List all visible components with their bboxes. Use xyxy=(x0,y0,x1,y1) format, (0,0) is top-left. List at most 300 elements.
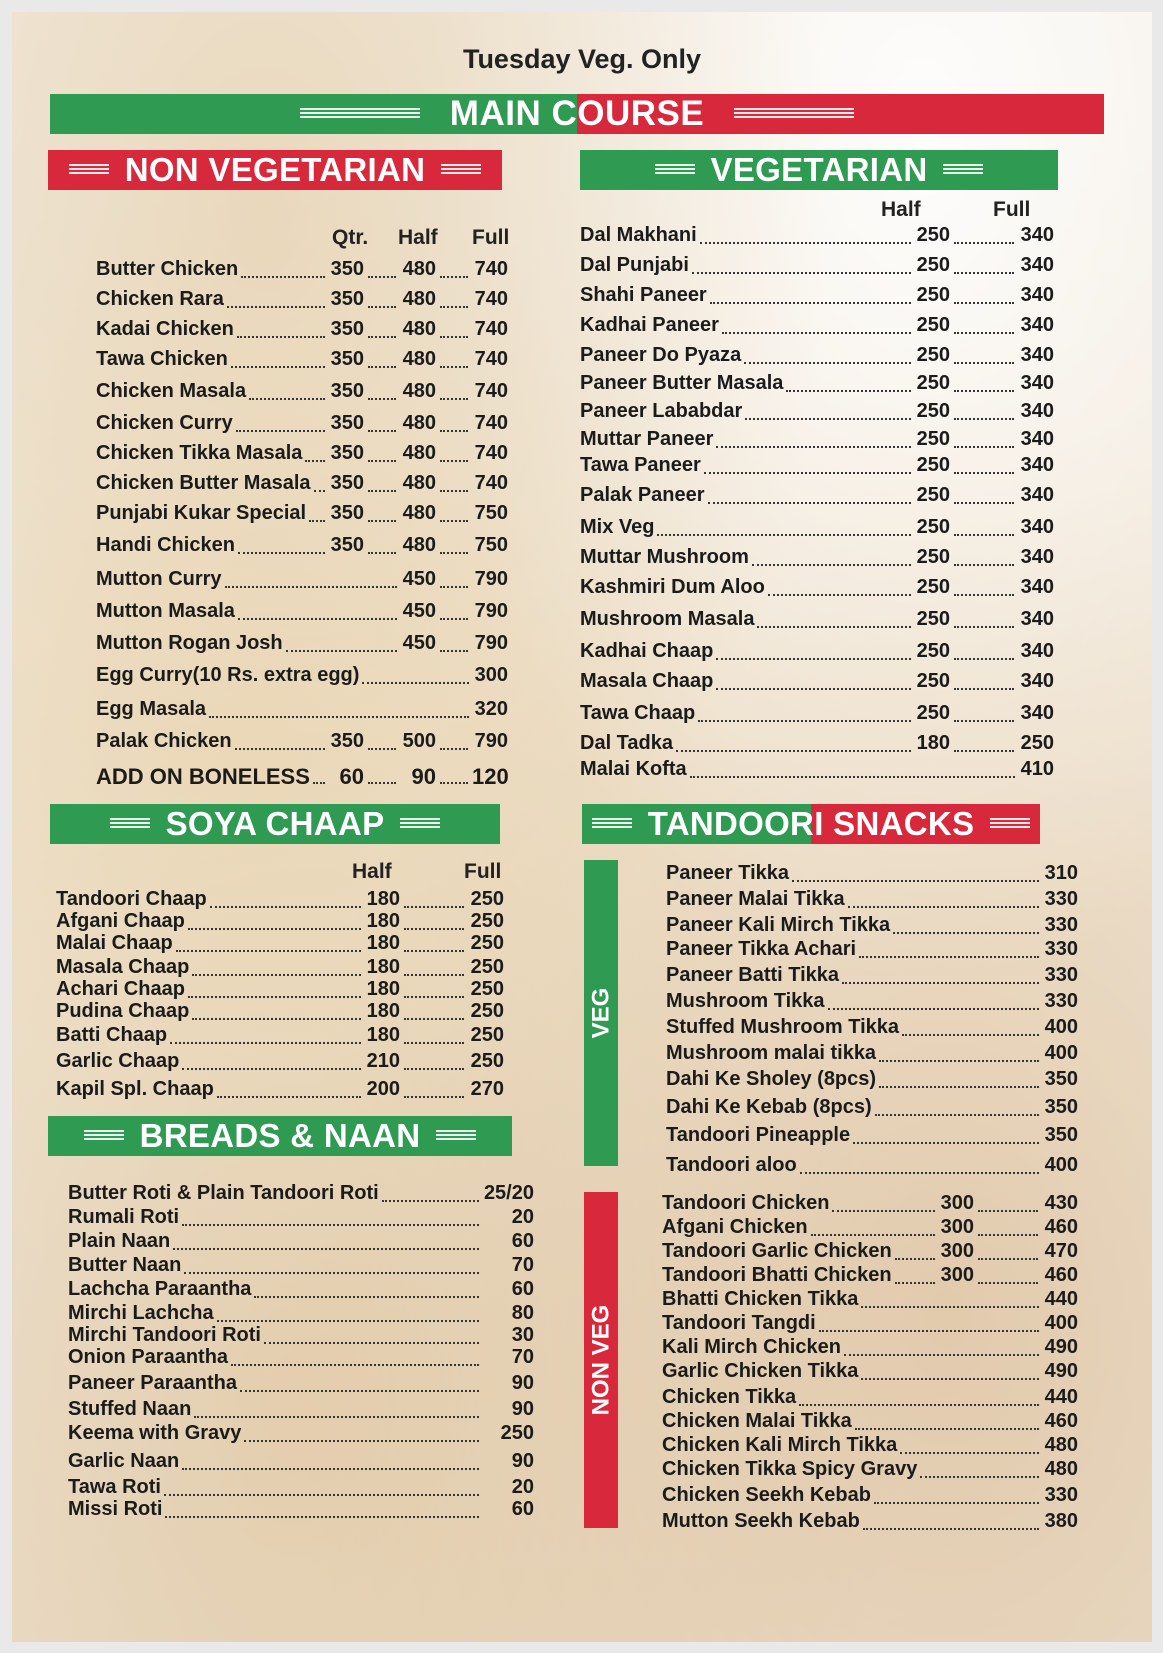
menu-item-row xyxy=(68,1254,534,1280)
menu-item-row xyxy=(580,224,1054,250)
price-full: 340 xyxy=(1020,454,1054,476)
dot-leader xyxy=(440,276,468,278)
price-half: 480 xyxy=(402,412,436,434)
price-full: 270 xyxy=(470,1078,504,1100)
dot-leader xyxy=(241,276,325,278)
price-full: 740 xyxy=(474,348,508,370)
price-half: 210 xyxy=(366,1050,400,1072)
price-half: 450 xyxy=(402,568,436,590)
menu-item-row xyxy=(662,1484,1078,1510)
dot-leader xyxy=(954,594,1014,596)
col-header-half: Half xyxy=(352,860,392,883)
item-name: Tawa Roti xyxy=(68,1476,161,1498)
item-name: Mutton Masala xyxy=(96,600,235,622)
tandoori-snacks-title: TANDOORI SNACKS xyxy=(647,805,975,842)
dot-leader xyxy=(170,1042,361,1044)
price-full: 120 xyxy=(472,764,509,789)
main-course-banner xyxy=(50,94,1104,134)
price: 20 xyxy=(511,1476,534,1498)
dot-leader xyxy=(875,1114,1039,1116)
item-name: Chicken Curry xyxy=(96,412,233,434)
dot-leader xyxy=(440,782,468,784)
price-half: 250 xyxy=(916,670,950,692)
price-full: 740 xyxy=(474,258,508,280)
item-name: Paneer Do Pyaza xyxy=(580,344,742,366)
stripe-decoration xyxy=(734,108,854,120)
item-name: Tandoori aloo xyxy=(666,1154,797,1176)
dot-leader xyxy=(828,1008,1039,1010)
dot-leader xyxy=(811,1234,935,1236)
item-name: Garlic Naan xyxy=(68,1450,180,1472)
menu-item-row xyxy=(96,472,508,498)
dot-leader xyxy=(800,1172,1039,1174)
item-name: Stuffed Naan xyxy=(68,1398,192,1420)
menu-item-row xyxy=(580,344,1054,370)
menu-item-row xyxy=(666,1154,1078,1180)
dot-leader xyxy=(799,1404,1039,1406)
menu-item-row xyxy=(68,1206,534,1232)
price: 60 xyxy=(511,1498,534,1520)
menu-item-row xyxy=(96,258,508,284)
price: 25/20 xyxy=(483,1182,534,1204)
menu-item-row xyxy=(662,1434,1078,1460)
item-name: Malai Chaap xyxy=(56,932,173,954)
dot-leader xyxy=(440,398,468,400)
menu-item-row xyxy=(666,964,1078,990)
item-name: Egg Curry(10 Rs. extra egg) xyxy=(96,664,360,686)
price-half: 250 xyxy=(916,484,950,506)
menu-item-row xyxy=(68,1372,534,1398)
menu-item-row xyxy=(96,442,508,468)
veg-title: VEGETARIAN xyxy=(710,151,928,188)
price-qtr: 60 xyxy=(339,764,364,789)
item-name: Tandoori Tangdi xyxy=(662,1312,816,1334)
dot-leader xyxy=(690,776,1015,778)
dot-leader xyxy=(368,748,396,750)
item-name: Tandoori Pineapple xyxy=(666,1124,851,1146)
price-full: 460 xyxy=(1044,1264,1078,1286)
item-name: Mushroom Tikka xyxy=(666,990,825,1012)
price-qtr: 350 xyxy=(330,412,364,434)
veg-side-label: VEG xyxy=(587,987,614,1039)
item-name: Chicken Tikka Spicy Gravy xyxy=(662,1458,918,1480)
price: 350 xyxy=(1044,1096,1078,1118)
menu-item-row xyxy=(96,534,508,560)
price-full: 740 xyxy=(474,412,508,434)
menu-item-row xyxy=(580,608,1054,634)
menu-item-row xyxy=(662,1458,1078,1484)
item-name: Chicken Butter Masala xyxy=(96,472,311,494)
price-half: 250 xyxy=(916,224,950,246)
item-name: Tandoori Chicken xyxy=(662,1192,830,1214)
dot-leader xyxy=(954,390,1014,392)
price-full: 740 xyxy=(474,288,508,310)
dot-leader xyxy=(744,362,911,364)
dot-leader xyxy=(368,552,396,554)
menu-item-row xyxy=(662,1336,1078,1362)
menu-item-row xyxy=(96,412,508,438)
dot-leader xyxy=(286,650,397,652)
item-name: Egg Masala xyxy=(96,698,207,720)
dot-leader xyxy=(238,618,397,620)
dot-leader xyxy=(368,782,396,784)
dot-leader xyxy=(368,366,396,368)
price-half: 250 xyxy=(916,702,950,724)
price-full: 320 xyxy=(474,698,508,720)
menu-item-row xyxy=(580,284,1054,310)
menu-item-row xyxy=(580,484,1054,510)
col-header-full: Full xyxy=(993,198,1031,221)
price: 90 xyxy=(511,1372,534,1394)
price: 250 xyxy=(500,1422,534,1444)
price-half: 250 xyxy=(916,608,950,630)
menu-item-row xyxy=(68,1182,534,1208)
price-half: 250 xyxy=(916,454,950,476)
price-half: 250 xyxy=(916,372,950,394)
price-full: 340 xyxy=(1020,702,1054,724)
item-name: Lachcha Paraantha xyxy=(68,1278,252,1300)
item-name: Chicken Seekh Kebab xyxy=(662,1484,871,1506)
price-half: 200 xyxy=(366,1078,400,1100)
non-veg-title: NON VEGETARIAN xyxy=(124,151,426,188)
dot-leader xyxy=(954,658,1014,660)
breads-title: BREADS & NAAN xyxy=(139,1117,421,1154)
price-half: 500 xyxy=(402,730,436,752)
price-half: 250 xyxy=(916,428,950,450)
dot-leader xyxy=(440,490,468,492)
item-name: Palak Paneer xyxy=(580,484,705,506)
dot-leader xyxy=(368,520,396,522)
item-name: Paneer Kali Mirch Tikka xyxy=(666,914,891,936)
price: 330 xyxy=(1044,990,1078,1012)
dot-leader xyxy=(900,1452,1039,1454)
item-name: Muttar Paneer xyxy=(580,428,714,450)
dot-leader xyxy=(440,650,468,652)
price-half: 250 xyxy=(916,254,950,276)
soya-chaap-header xyxy=(50,804,500,844)
dot-leader xyxy=(954,502,1014,504)
dot-leader xyxy=(704,472,911,474)
price: 400 xyxy=(1044,1042,1078,1064)
dot-leader xyxy=(954,626,1014,628)
price-half: 250 xyxy=(916,344,950,366)
price-full: 750 xyxy=(474,534,508,556)
stripe-decoration xyxy=(436,1130,476,1142)
menu-item-row xyxy=(666,888,1078,914)
price: 330 xyxy=(1044,914,1078,936)
menu-item-row xyxy=(580,758,1054,784)
price-full: 400 xyxy=(1044,1312,1078,1334)
menu-item-row xyxy=(96,288,508,314)
item-name: Afgani Chicken xyxy=(662,1216,808,1238)
item-name: Mushroom malai tikka xyxy=(666,1042,877,1064)
price-half: 180 xyxy=(366,1024,400,1046)
item-name: Plain Naan xyxy=(68,1230,171,1252)
item-name: Mutton Seekh Kebab xyxy=(662,1510,860,1532)
veg-header xyxy=(580,150,1058,190)
item-name: Butter Naan xyxy=(68,1254,182,1276)
dot-leader xyxy=(254,1296,479,1298)
menu-item-row xyxy=(580,314,1054,340)
menu-item-row xyxy=(666,862,1078,888)
item-name: Chicken Masala xyxy=(96,380,247,402)
dot-leader xyxy=(368,276,396,278)
dot-leader xyxy=(954,720,1014,722)
price-full: 480 xyxy=(1044,1434,1078,1456)
item-name: Dal Tadka xyxy=(580,732,673,754)
item-name: Kadhai Paneer xyxy=(580,314,719,336)
price-full: 250 xyxy=(470,978,504,1000)
item-name: Kapil Spl. Chaap xyxy=(56,1078,214,1100)
item-name: Tandoori Bhatti Chicken xyxy=(662,1264,892,1286)
dot-leader xyxy=(210,906,361,908)
stripe-decoration xyxy=(110,818,150,830)
menu-item-row xyxy=(68,1450,534,1476)
price-full: 740 xyxy=(474,472,508,494)
dot-leader xyxy=(249,398,325,400)
item-name: Missi Roti xyxy=(68,1498,163,1520)
dot-leader xyxy=(173,1248,479,1250)
price-full: 490 xyxy=(1044,1360,1078,1382)
dot-leader xyxy=(716,658,911,660)
menu-item-row xyxy=(68,1398,534,1424)
item-name: Afgani Chaap xyxy=(56,910,185,932)
price: 90 xyxy=(511,1450,534,1472)
dot-leader xyxy=(404,906,464,908)
price-full: 790 xyxy=(474,600,508,622)
menu-item-row xyxy=(56,932,504,958)
dot-leader xyxy=(954,688,1014,690)
dot-leader xyxy=(698,720,911,722)
dot-leader xyxy=(879,1060,1039,1062)
dot-leader xyxy=(404,974,464,976)
dot-leader xyxy=(368,490,396,492)
menu-item-row xyxy=(662,1216,1078,1242)
price-qtr: 350 xyxy=(330,502,364,524)
item-name: Paneer Tikka xyxy=(666,862,790,884)
dot-leader xyxy=(657,534,911,536)
dot-leader xyxy=(368,430,396,432)
item-name: Chicken Malai Tikka xyxy=(662,1410,852,1432)
item-name: Bhatti Chicken Tikka xyxy=(662,1288,859,1310)
dot-leader xyxy=(716,688,911,690)
tandoori-snacks-header xyxy=(582,804,1040,844)
menu-item-row xyxy=(666,938,1078,964)
dot-leader xyxy=(895,1258,935,1260)
price: 330 xyxy=(1044,938,1078,960)
menu-item-row xyxy=(662,1386,1078,1412)
dot-leader xyxy=(440,306,468,308)
price-full: 470 xyxy=(1044,1240,1078,1262)
price-half: 450 xyxy=(402,632,436,654)
dot-leader xyxy=(819,1330,1039,1332)
price: 330 xyxy=(1044,888,1078,910)
dot-leader xyxy=(404,996,464,998)
dot-leader xyxy=(855,1428,1039,1430)
price-qtr: 350 xyxy=(330,288,364,310)
price-half: 480 xyxy=(402,502,436,524)
dot-leader xyxy=(238,552,325,554)
dot-leader xyxy=(244,1440,479,1442)
item-name: Onion Paraantha xyxy=(68,1346,229,1368)
dot-leader xyxy=(440,430,468,432)
price-full: 250 xyxy=(1020,732,1054,754)
dot-leader xyxy=(954,564,1014,566)
price-full: 340 xyxy=(1020,670,1054,692)
menu-item-row xyxy=(580,640,1054,666)
item-name: Malai Kofta xyxy=(580,758,687,780)
dot-leader xyxy=(954,418,1014,420)
dot-leader xyxy=(227,306,325,308)
non-veg-header xyxy=(48,150,502,190)
price-half: 480 xyxy=(402,288,436,310)
dot-leader xyxy=(404,1018,464,1020)
dot-leader xyxy=(954,750,1014,752)
dot-leader xyxy=(440,336,468,338)
item-name: Tawa Chaap xyxy=(580,702,696,724)
price-full: 250 xyxy=(470,1050,504,1072)
price-full: 250 xyxy=(470,888,504,910)
price-half: 180 xyxy=(366,956,400,978)
price: 90 xyxy=(511,1398,534,1420)
menu-item-row xyxy=(580,670,1054,696)
stripe-decoration xyxy=(400,818,440,830)
price-full: 250 xyxy=(470,1000,504,1022)
dot-leader xyxy=(209,716,469,718)
dot-leader xyxy=(722,332,911,334)
menu-item-row xyxy=(666,914,1078,940)
dot-leader xyxy=(978,1210,1038,1212)
price-half: 300 xyxy=(940,1264,974,1286)
item-name: Tawa Chicken xyxy=(96,348,228,370)
price-qtr: 350 xyxy=(330,534,364,556)
price: 400 xyxy=(1044,1016,1078,1038)
dot-leader xyxy=(440,552,468,554)
item-name: Kali Mirch Chicken xyxy=(662,1336,841,1358)
price-half: 180 xyxy=(366,1000,400,1022)
menu-item-row xyxy=(580,576,1054,602)
menu-item-row xyxy=(56,1000,504,1026)
menu-item-row xyxy=(580,516,1054,542)
non-veg-side-label: NON VEG xyxy=(587,1304,614,1416)
dot-leader xyxy=(859,956,1039,958)
price-half: 180 xyxy=(366,910,400,932)
price: 60 xyxy=(511,1278,534,1300)
dot-leader xyxy=(895,1282,935,1284)
menu-item-row xyxy=(96,664,508,690)
dot-leader xyxy=(902,1034,1039,1036)
price-half: 300 xyxy=(940,1240,974,1262)
price-full: 480 xyxy=(1044,1458,1078,1480)
item-name: Kadai Chicken xyxy=(96,318,234,340)
item-name: Chicken Rara xyxy=(96,288,224,310)
dot-leader xyxy=(314,490,325,492)
stripe-decoration xyxy=(990,818,1030,830)
price-full: 490 xyxy=(1044,1336,1078,1358)
item-name: Dahi Ke Sholey (8pcs) xyxy=(666,1068,877,1090)
item-name: Dal Punjabi xyxy=(580,254,689,276)
dot-leader xyxy=(978,1258,1038,1260)
col-header-half: Half xyxy=(398,226,438,249)
dot-leader xyxy=(863,1528,1039,1530)
price: 20 xyxy=(511,1206,534,1228)
price: 70 xyxy=(511,1346,534,1368)
dot-leader xyxy=(700,242,911,244)
stripe-decoration xyxy=(943,164,983,176)
menu-item-row xyxy=(68,1498,534,1524)
dot-leader xyxy=(440,460,468,462)
veg-side-tab xyxy=(584,860,618,1166)
veg-only-note: Tuesday Veg. Only xyxy=(462,44,702,74)
dot-leader xyxy=(194,1416,479,1418)
price-full: 410 xyxy=(1020,758,1054,780)
price-full: 340 xyxy=(1020,608,1054,630)
price-full: 440 xyxy=(1044,1288,1078,1310)
menu-item-row xyxy=(662,1510,1078,1536)
menu-item-row xyxy=(96,568,508,594)
dot-leader xyxy=(404,950,464,952)
dot-leader xyxy=(404,1096,464,1098)
price-half: 180 xyxy=(366,888,400,910)
dot-leader xyxy=(188,928,361,930)
price: 80 xyxy=(511,1302,534,1324)
dot-leader xyxy=(305,460,325,462)
price-full: 790 xyxy=(474,730,508,752)
dot-leader xyxy=(874,1502,1039,1504)
menu-item-row xyxy=(96,380,508,406)
price-full: 340 xyxy=(1020,428,1054,450)
dot-leader xyxy=(861,1378,1039,1380)
dot-leader xyxy=(676,750,911,752)
price-half: 450 xyxy=(402,600,436,622)
menu-item-row xyxy=(56,1078,504,1104)
menu-item-row xyxy=(666,1096,1078,1122)
item-name: Garlic Chaap xyxy=(56,1050,180,1072)
dot-leader xyxy=(236,430,325,432)
price-full: 790 xyxy=(474,632,508,654)
dot-leader xyxy=(745,418,911,420)
menu-item-row xyxy=(662,1410,1078,1436)
breads-header xyxy=(48,1116,512,1156)
item-name: Batti Chaap xyxy=(56,1024,168,1046)
dot-leader xyxy=(184,1272,479,1274)
dot-leader xyxy=(368,460,396,462)
menu-item-row xyxy=(68,1230,534,1256)
dot-leader xyxy=(708,502,911,504)
item-name: Chicken Tikka Masala xyxy=(96,442,303,464)
item-name: Garlic Chicken Tikka xyxy=(662,1360,859,1382)
stripe-decoration xyxy=(441,164,481,176)
price-half: 250 xyxy=(916,640,950,662)
price-full: 340 xyxy=(1020,314,1054,336)
dot-leader xyxy=(757,626,911,628)
dot-leader xyxy=(404,928,464,930)
price-full: 750 xyxy=(474,502,508,524)
item-name: Rumali Roti xyxy=(68,1206,180,1228)
dot-leader xyxy=(954,242,1014,244)
dot-leader xyxy=(404,1068,464,1070)
price-full: 340 xyxy=(1020,516,1054,538)
price-half: 250 xyxy=(916,546,950,568)
dot-leader xyxy=(313,782,325,784)
dot-leader xyxy=(382,1200,479,1202)
menu-item-row xyxy=(96,698,508,724)
dot-leader xyxy=(752,564,911,566)
dot-leader xyxy=(368,336,396,338)
price-full: 330 xyxy=(1044,1484,1078,1506)
dot-leader xyxy=(842,982,1039,984)
price-half: 180 xyxy=(916,732,950,754)
